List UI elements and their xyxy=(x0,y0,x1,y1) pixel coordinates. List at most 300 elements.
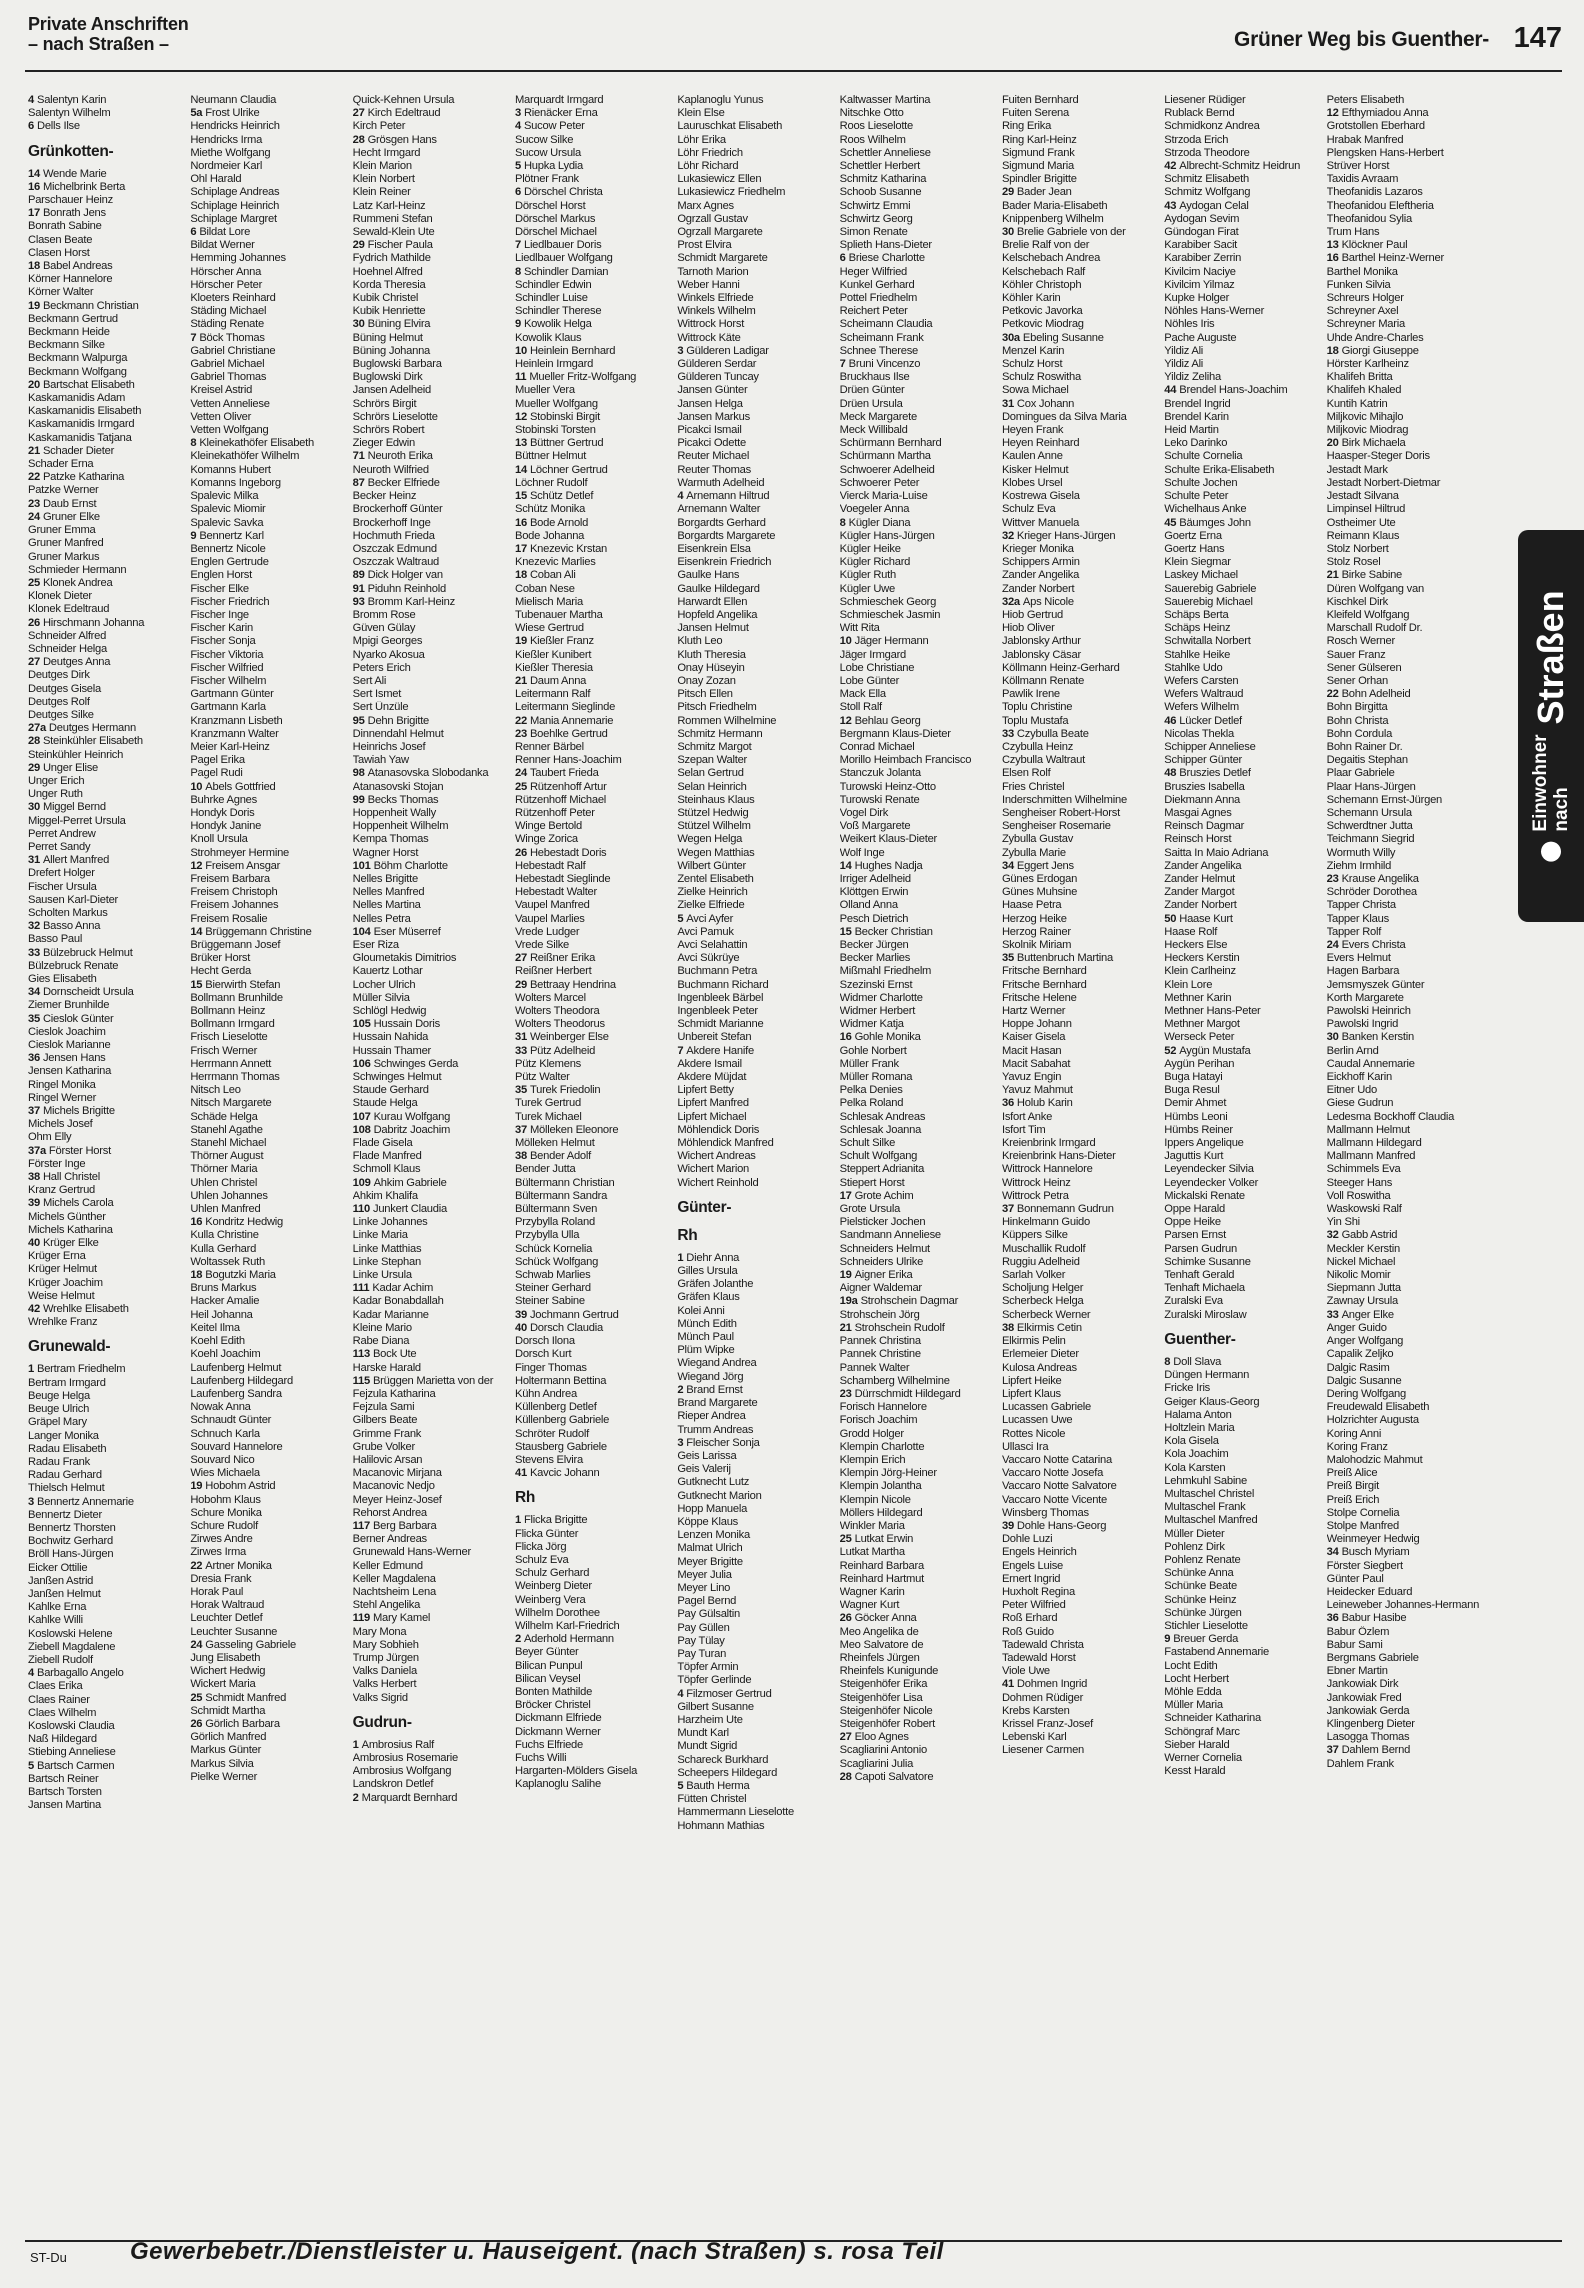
house-number: 33 xyxy=(1001,727,1014,740)
resident-entry xyxy=(1164,160,1320,173)
resident-name: Pay Turan xyxy=(677,1647,727,1660)
resident-name: Grote Ursula xyxy=(839,1203,901,1216)
resident-entry xyxy=(1164,1554,1320,1567)
resident-name: Kluth Leo xyxy=(677,635,723,648)
house-number: 26 xyxy=(514,846,527,859)
resident-entry xyxy=(515,899,671,912)
resident-entry xyxy=(515,1686,671,1699)
resident-entry xyxy=(353,1533,509,1546)
resident-name: Hargarten-Mölders Gisela xyxy=(514,1765,638,1778)
house-number: 16 xyxy=(514,516,527,529)
resident-entry xyxy=(1002,345,1158,358)
house-number: 24 xyxy=(514,767,527,780)
resident-entry xyxy=(840,1335,996,1348)
resident-name: Schreyner Maria xyxy=(1326,318,1405,331)
resident-name: Reißner Herbert xyxy=(514,965,592,978)
resident-name: Stahlke Udo xyxy=(1164,661,1223,674)
resident-entry xyxy=(190,939,346,952)
resident-entry xyxy=(677,477,833,490)
resident-name: Pielsticker Jochen xyxy=(839,1216,926,1229)
resident-entry xyxy=(1164,1739,1320,1752)
resident-name: Inderschmitten Wilhelmine xyxy=(1001,793,1127,806)
resident-name: Tadewald Christa xyxy=(1001,1638,1084,1651)
resident-name: Reuter Thomas xyxy=(677,463,751,476)
resident-name: Babur Hasibe xyxy=(1341,1612,1407,1625)
resident-entry xyxy=(28,683,184,696)
resident-entry xyxy=(353,1414,509,1427)
resident-entry xyxy=(1164,1282,1320,1295)
resident-name: Mallmann Manfred xyxy=(1326,1150,1416,1163)
resident-name: Lenzen Monika xyxy=(677,1529,750,1542)
resident-name: Muschallik Rudolf xyxy=(1001,1242,1086,1255)
house-number: 4 xyxy=(28,1667,34,1680)
resident-entry xyxy=(1002,1533,1158,1546)
house-number: 18 xyxy=(514,569,527,582)
resident-entry xyxy=(353,1546,509,1559)
resident-entry xyxy=(677,1058,833,1071)
resident-entry xyxy=(1327,1322,1483,1335)
resident-name: Marschall Rudolf Dr. xyxy=(1326,622,1423,635)
house-number: 29 xyxy=(352,239,365,252)
resident-name: Günes Muhsine xyxy=(1001,886,1078,899)
resident-entry xyxy=(1327,635,1483,648)
resident-entry xyxy=(1327,807,1483,820)
resident-name: Khalifeh Britta xyxy=(1326,371,1393,384)
resident-name: Gilles Ursula xyxy=(677,1265,738,1278)
resident-name: Schulte Cornelia xyxy=(1164,450,1243,463)
resident-name: Schulte Erika-Elisabeth xyxy=(1164,463,1275,476)
resident-name: Yavuz Engin xyxy=(1001,1071,1062,1084)
house-number: 41 xyxy=(514,1467,527,1480)
resident-name: Müller Romana xyxy=(839,1071,913,1084)
resident-entry xyxy=(353,1573,509,1586)
resident-entry xyxy=(515,1726,671,1739)
resident-entry xyxy=(28,273,184,286)
resident-name: Rützenhoff Artur xyxy=(529,780,607,793)
resident-name: Pawolski Heinrich xyxy=(1326,1005,1411,1018)
resident-name: Czybulla Waltraut xyxy=(1001,754,1085,767)
resident-entry xyxy=(190,1177,346,1190)
house-number: 17 xyxy=(28,207,40,220)
resident-name: Gies Elisabeth xyxy=(28,973,97,985)
resident-name: Klein Marion xyxy=(352,160,412,173)
house-number: 89 xyxy=(352,569,365,582)
resident-name: Eitner Udo xyxy=(1326,1084,1377,1097)
resident-name: Domingues da Silva Maria xyxy=(1001,410,1127,423)
resident-entry xyxy=(190,1507,346,1520)
resident-name: Lebenski Karl xyxy=(1001,1731,1067,1744)
resident-name: Müller Dieter xyxy=(1164,1527,1225,1540)
house-number: 13 xyxy=(1326,239,1339,252)
resident-name: Dorsch Ilona xyxy=(514,1335,575,1348)
resident-name: Wittrock Heinz xyxy=(1001,1176,1071,1189)
resident-entry xyxy=(1327,266,1483,279)
resident-entry xyxy=(1164,1190,1320,1203)
resident-entry xyxy=(840,305,996,318)
resident-entry xyxy=(1002,807,1158,820)
resident-entry xyxy=(28,326,184,339)
resident-entry xyxy=(353,1256,509,1269)
house-number: 35 xyxy=(28,1012,40,1025)
house-number: 20 xyxy=(1326,437,1339,450)
resident-name: Barthel Heinz-Werner xyxy=(1341,252,1444,265)
resident-name: Nikolic Momir xyxy=(1326,1269,1391,1282)
resident-name: Bergmann Klaus-Dieter xyxy=(839,727,951,740)
resident-entry xyxy=(28,1694,184,1707)
resident-entry xyxy=(28,1303,184,1316)
resident-name: Kowolik Klaus xyxy=(514,331,582,344)
resident-entry xyxy=(1164,318,1320,331)
resident-name: Pitsch Friedhelm xyxy=(677,701,757,714)
resident-entry xyxy=(840,424,996,437)
house-number: 32 xyxy=(28,920,40,933)
resident-name: Dohmen Ingrid xyxy=(1016,1678,1088,1691)
resident-entry xyxy=(1327,1269,1483,1282)
resident-name: Boehlke Gertrud xyxy=(529,727,608,740)
resident-entry xyxy=(677,1018,833,1031)
resident-name: Buglowski Dirk xyxy=(352,371,423,384)
resident-entry xyxy=(677,979,833,992)
resident-entry xyxy=(28,1496,184,1509)
resident-entry xyxy=(353,1612,509,1625)
resident-name: Schwoerer Adelheid xyxy=(839,463,935,476)
resident-entry xyxy=(677,781,833,794)
resident-name: Borgardts Gerhard xyxy=(677,516,766,529)
resident-entry xyxy=(28,1026,184,1039)
resident-entry xyxy=(515,1388,671,1401)
resident-entry xyxy=(28,300,184,313)
resident-name: Hoppenheit Wally xyxy=(352,806,436,819)
resident-entry xyxy=(515,1045,671,1058)
resident-entry xyxy=(1002,701,1158,714)
resident-entry xyxy=(190,1731,346,1744)
resident-entry xyxy=(190,186,346,199)
resident-name: Preiß Birgit xyxy=(1326,1480,1379,1493)
resident-name: Gabb Astrid xyxy=(1341,1229,1398,1242)
resident-entry xyxy=(1002,107,1158,120)
resident-name: Uhlen Manfred xyxy=(190,1203,261,1216)
resident-name: Schück Kornelia xyxy=(514,1242,593,1255)
resident-entry xyxy=(515,371,671,384)
resident-entry xyxy=(677,622,833,635)
resident-name: Haase Petra xyxy=(1001,899,1062,912)
resident-name: Ring Erika xyxy=(1001,120,1052,133)
resident-entry xyxy=(353,649,509,662)
resident-entry xyxy=(1164,1229,1320,1242)
resident-entry xyxy=(1002,318,1158,331)
resident-entry xyxy=(353,1494,509,1507)
resident-name: Stanczuk Jolanta xyxy=(839,767,921,780)
resident-name: Bartsch Carmen xyxy=(36,1759,115,1772)
resident-name: Erlemeier Dieter xyxy=(1001,1348,1079,1361)
resident-entry xyxy=(28,94,184,107)
resident-name: Elkirmis Cetin xyxy=(1016,1321,1082,1334)
resident-entry xyxy=(515,596,671,609)
resident-name: Sandmann Anneliese xyxy=(839,1229,941,1242)
resident-entry xyxy=(190,1375,346,1388)
resident-name: Schure Monika xyxy=(190,1506,262,1519)
resident-name: Rützenhoff Michael xyxy=(514,793,607,806)
resident-name: Roß Erhard xyxy=(1001,1612,1058,1625)
resident-name: Ostheimer Ute xyxy=(1326,516,1396,529)
resident-name: Schmitz Elisabeth xyxy=(1164,173,1249,186)
resident-name: Avci Pamuk xyxy=(677,925,734,938)
resident-entry xyxy=(1164,820,1320,833)
resident-entry xyxy=(1002,1467,1158,1480)
resident-name: Perret Andrew xyxy=(28,827,96,840)
resident-name: Pielke Werner xyxy=(190,1770,258,1783)
resident-name: Töpfer Armin xyxy=(677,1661,739,1674)
resident-entry xyxy=(840,1480,996,1493)
resident-entry xyxy=(1002,609,1158,622)
resident-entry xyxy=(840,1718,996,1731)
resident-entry xyxy=(28,1535,184,1548)
resident-entry xyxy=(1164,1243,1320,1256)
resident-entry xyxy=(515,200,671,213)
resident-name: Pohlenz Dirk xyxy=(1164,1540,1225,1553)
resident-entry xyxy=(840,1282,996,1295)
resident-name: Wefers Wilhelm xyxy=(1164,701,1239,714)
resident-name: Büning Elvira xyxy=(367,318,431,331)
house-number: 36 xyxy=(28,1052,40,1065)
resident-name: Drefert Holger xyxy=(28,867,95,880)
resident-entry xyxy=(190,1348,346,1361)
resident-entry xyxy=(1164,583,1320,596)
resident-name: Ziebell Rudolf xyxy=(28,1653,93,1666)
resident-name: Dürrschmidt Hildegard xyxy=(854,1387,961,1400)
house-number: 16 xyxy=(28,180,40,193)
resident-entry xyxy=(1164,1528,1320,1541)
resident-name: Linke Stephan xyxy=(352,1255,421,1268)
house-number: 31 xyxy=(1001,397,1014,410)
resident-name: Parsen Gudrun xyxy=(1164,1242,1237,1255)
resident-entry xyxy=(353,358,509,371)
resident-name: Klempin Charlotte xyxy=(839,1440,925,1453)
resident-name: Hebestadt Doris xyxy=(529,846,607,859)
resident-entry xyxy=(515,662,671,675)
house-number: 17 xyxy=(839,1189,852,1202)
resident-name: Linke Matthias xyxy=(352,1242,422,1255)
resident-name: Lipfert Betty xyxy=(677,1084,734,1097)
resident-entry xyxy=(1327,1071,1483,1084)
resident-entry xyxy=(677,1252,833,1265)
resident-entry xyxy=(1002,1216,1158,1229)
resident-entry xyxy=(515,794,671,807)
resident-entry xyxy=(1002,1586,1158,1599)
resident-entry xyxy=(677,1503,833,1516)
resident-name: Hörscher Anna xyxy=(190,265,262,278)
resident-name: Plötner Frank xyxy=(514,173,579,186)
resident-name: Jablonsky Cäsar xyxy=(1001,648,1081,661)
resident-name: Nitschke Otto xyxy=(839,107,904,120)
resident-name: Ahkim Gabriele xyxy=(373,1176,447,1189)
resident-entry xyxy=(353,979,509,992)
resident-name: Gruner Manfred xyxy=(28,537,104,550)
resident-name: Kießler Kunibert xyxy=(514,648,592,661)
resident-entry xyxy=(840,622,996,635)
resident-entry xyxy=(28,867,184,880)
resident-name: Zander Norbert xyxy=(1001,582,1075,595)
resident-name: Sert Ismet xyxy=(352,688,402,701)
resident-entry xyxy=(515,477,671,490)
house-number: 10 xyxy=(839,635,852,648)
resident-entry xyxy=(28,234,184,247)
resident-entry xyxy=(840,556,996,569)
resident-name: Hacker Amalie xyxy=(190,1295,260,1308)
house-number: 37 xyxy=(514,1123,527,1136)
house-number: 111 xyxy=(352,1282,370,1295)
resident-name: Fischer Karin xyxy=(190,622,253,635)
resident-entry xyxy=(1327,252,1483,265)
street-range: Grüner Weg bis Guenther- xyxy=(1234,28,1489,51)
resident-name: Schamberg Wilhelmine xyxy=(839,1374,950,1387)
resident-entry xyxy=(840,688,996,701)
resident-name: Marx Agnes xyxy=(677,199,734,212)
resident-entry xyxy=(1002,450,1158,463)
resident-name: Plaar Hans-Jürgen xyxy=(1326,780,1416,793)
resident-entry xyxy=(190,1150,346,1163)
resident-entry xyxy=(1327,992,1483,1005)
resident-name: Klein Siegmar xyxy=(1164,556,1231,569)
resident-name: Löhr Richard xyxy=(677,160,739,173)
resident-name: Dornscheidt Ursula xyxy=(42,986,134,999)
house-number: 32 xyxy=(1326,1229,1339,1242)
resident-entry xyxy=(28,1079,184,1092)
resident-name: Winge Zorica xyxy=(514,833,578,846)
resident-entry xyxy=(1164,675,1320,688)
resident-name: Kola Joachim xyxy=(1164,1448,1229,1461)
resident-name: Werseck Peter xyxy=(1164,1031,1235,1044)
resident-name: Kaskamanidis Irmgard xyxy=(28,418,135,431)
resident-name: Förster Inge xyxy=(28,1157,86,1170)
resident-name: Miljkovic Miodrag xyxy=(1326,424,1409,437)
resident-entry xyxy=(840,1586,996,1599)
resident-name: Rommen Wilhelmine xyxy=(677,714,777,727)
resident-name: Eisenkrein Friedrich xyxy=(677,556,772,569)
resident-entry xyxy=(515,913,671,926)
resident-entry xyxy=(840,266,996,279)
resident-name: Ambrosius Rosemarie xyxy=(352,1751,458,1764)
resident-entry xyxy=(1327,1401,1483,1414)
resident-entry xyxy=(1164,530,1320,543)
resident-entry xyxy=(1327,1758,1483,1771)
resident-name: Klempin Jolantha xyxy=(839,1480,922,1493)
resident-name: Ohm Elly xyxy=(28,1131,72,1144)
resident-entry xyxy=(1327,490,1483,503)
resident-name: Jankowiak Dirk xyxy=(1326,1678,1399,1691)
resident-name: Pagel Erika xyxy=(190,754,245,767)
resident-name: Macit Hasan xyxy=(1001,1044,1062,1057)
resident-name: Janßen Astrid xyxy=(28,1574,94,1587)
resident-entry xyxy=(677,160,833,173)
resident-entry xyxy=(1002,926,1158,939)
resident-entry xyxy=(1002,332,1158,345)
resident-entry xyxy=(515,1018,671,1031)
resident-entry xyxy=(677,1793,833,1806)
resident-entry xyxy=(840,1560,996,1573)
resident-name: Ippers Angelique xyxy=(1164,1137,1244,1150)
resident-entry xyxy=(190,662,346,675)
resident-name: Dohle Luzi xyxy=(1001,1533,1053,1546)
resident-name: Weber Hanni xyxy=(677,278,740,291)
resident-entry xyxy=(840,226,996,239)
resident-name: Fritsche Bernhard xyxy=(1001,965,1087,978)
resident-name: Zuralski Eva xyxy=(1164,1295,1223,1308)
resident-entry xyxy=(677,1714,833,1727)
resident-name: Vrede Ludger xyxy=(514,925,580,938)
resident-name: Schwirtz Emmi xyxy=(839,199,911,212)
resident-entry xyxy=(1164,754,1320,767)
resident-name: Büttner Gertrud xyxy=(529,437,604,450)
resident-name: Buglowski Barbara xyxy=(352,358,442,371)
resident-entry xyxy=(1327,715,1483,728)
resident-entry xyxy=(28,1509,184,1522)
resident-name: Valks Sigrid xyxy=(352,1691,408,1704)
resident-name: Gräfen Jolanthe xyxy=(677,1278,754,1291)
resident-name: Leitermann Sieglinde xyxy=(514,701,616,714)
resident-name: Schnaudt Günter xyxy=(190,1414,272,1427)
resident-entry xyxy=(28,960,184,973)
house-number: 71 xyxy=(352,450,365,463)
resident-entry xyxy=(1002,1309,1158,1322)
resident-entry xyxy=(840,1045,996,1058)
resident-name: Jestadt Norbert-Dietmar xyxy=(1326,476,1441,489)
resident-entry xyxy=(353,424,509,437)
house-number: 22 xyxy=(514,714,527,727)
resident-name: Bruns Markus xyxy=(190,1282,257,1295)
resident-name: Ledesma Bockhoff Claudia xyxy=(1326,1110,1455,1123)
resident-entry xyxy=(353,398,509,411)
resident-name: Kahlke Willi xyxy=(28,1614,83,1627)
resident-name: Kurau Wolfgang xyxy=(373,1110,451,1123)
resident-entry xyxy=(1164,398,1320,411)
resident-entry xyxy=(1164,1752,1320,1765)
house-number: 115 xyxy=(352,1374,370,1387)
house-number: 21 xyxy=(1326,569,1339,582)
resident-name: Kaskamanidis Adam xyxy=(28,392,126,405)
resident-name: Vaccaro Notte Salvatore xyxy=(1001,1480,1117,1493)
resident-entry xyxy=(190,1018,346,1031)
house-number: 35 xyxy=(1001,952,1014,965)
resident-entry xyxy=(1164,437,1320,450)
resident-entry xyxy=(515,226,671,239)
resident-entry xyxy=(1164,1269,1320,1282)
resident-name: Elkirmis Pelin xyxy=(1001,1335,1066,1348)
resident-name: Dering Wolfgang xyxy=(1326,1387,1406,1400)
resident-entry xyxy=(1002,134,1158,147)
directory-column xyxy=(1164,94,1320,2212)
resident-name: Borgardts Margarete xyxy=(677,529,776,542)
resident-name: Scherbeck Helga xyxy=(1001,1295,1084,1308)
resident-name: Ingenbleek Peter xyxy=(677,1005,758,1018)
resident-name: Rehorst Andrea xyxy=(352,1506,427,1519)
resident-name: Schettler Anneliese xyxy=(839,146,931,159)
resident-entry xyxy=(1327,1335,1483,1348)
resident-entry xyxy=(1002,952,1158,965)
house-number: 4 xyxy=(677,1687,684,1700)
house-number: 24 xyxy=(190,1638,203,1651)
resident-name: Kreisel Astrid xyxy=(190,384,253,397)
resident-name: Oppe Harald xyxy=(1164,1203,1225,1216)
resident-name: Jestadt Mark xyxy=(1326,463,1388,476)
resident-entry xyxy=(677,1265,833,1278)
resident-name: Schettler Herbert xyxy=(839,160,920,173)
resident-entry xyxy=(353,107,509,120)
house-number: 99 xyxy=(352,793,365,806)
resident-name: Bruni Vincenzo xyxy=(848,358,921,371)
resident-name: Strüver Horst xyxy=(1326,160,1390,173)
resident-entry xyxy=(28,405,184,418)
